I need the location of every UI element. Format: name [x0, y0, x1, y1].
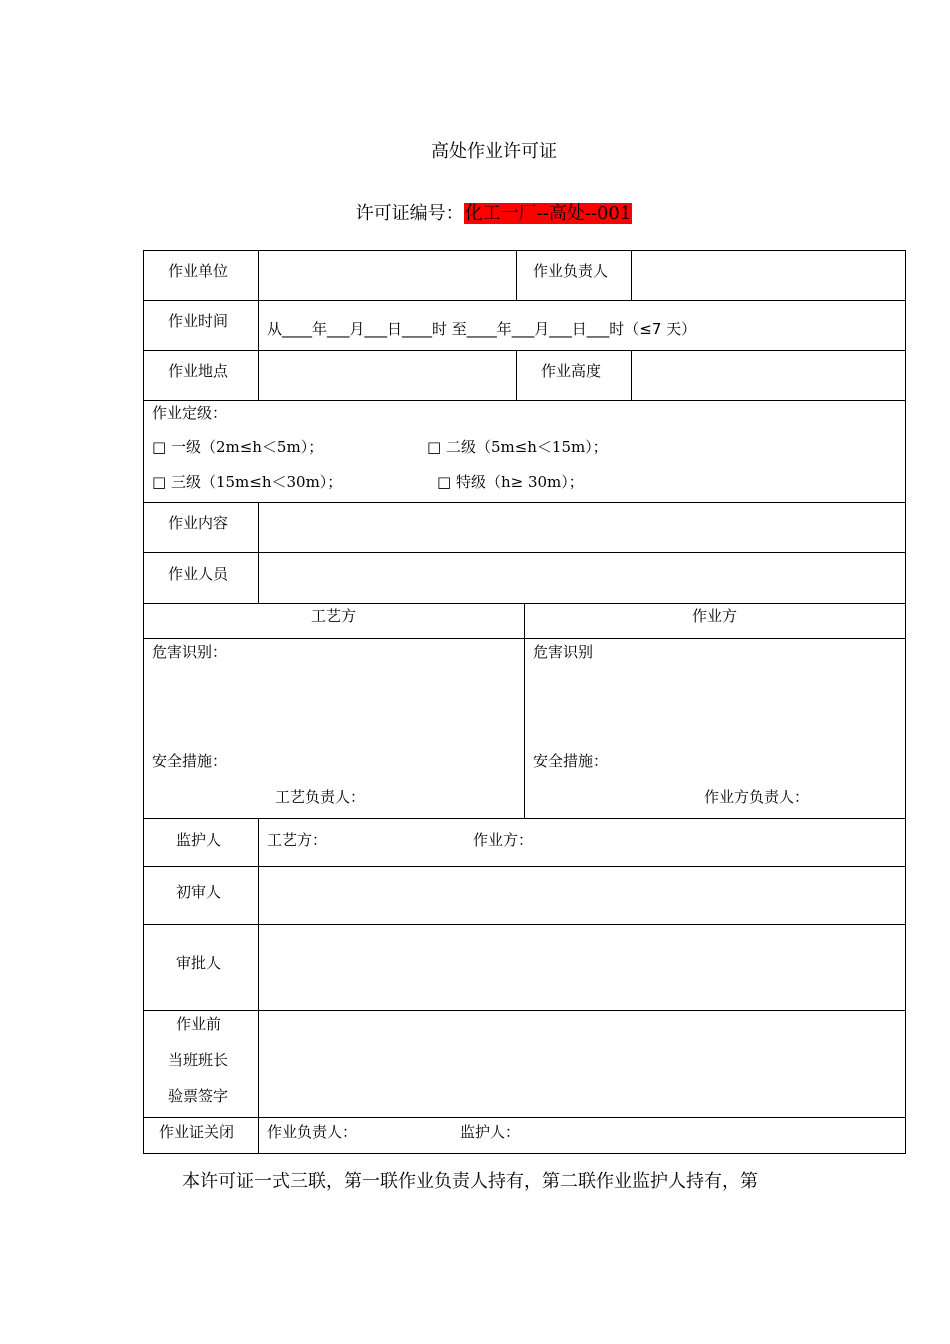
- grade-option-1: □ 一级（2m≤h＜5m）；: [152, 438, 324, 456]
- work-time-label: 作业时间: [168, 312, 229, 330]
- work-height-label: 作业高度: [541, 362, 602, 380]
- work-unit-label: 作业单位: [168, 262, 229, 280]
- hazard-identification-process: 危害识别：: [152, 643, 228, 661]
- work-leader-sign: 作业方负责人：: [704, 788, 810, 806]
- close-leader: 作业负责人：: [267, 1123, 358, 1141]
- guardian-label: 监护人: [176, 831, 222, 849]
- approver-label: 审批人: [176, 954, 222, 972]
- grade-label: 作业定级：: [152, 404, 228, 422]
- pre-sign-line-3: 验票签字: [168, 1087, 229, 1105]
- grade-option-3: □ 三级（15m≤h＜30m）；: [152, 473, 343, 491]
- work-content-label: 作业内容: [168, 514, 229, 532]
- safety-measures-work: 安全措施：: [533, 752, 609, 770]
- safety-measures-process: 安全措施：: [152, 752, 228, 770]
- pre-sign-line-1: 作业前: [176, 1015, 222, 1033]
- work-time-value: 从____年___月___日____时 至____年___月___日___时（≤7 天）: [267, 320, 697, 338]
- hazard-identification-work: 危害识别: [533, 643, 594, 661]
- guardian-process: 工艺方：: [267, 831, 328, 849]
- work-personnel-label: 作业人员: [168, 565, 229, 583]
- pre-sign-line-2: 当班班长: [168, 1051, 229, 1069]
- work-leader-label: 作业负责人: [533, 262, 609, 280]
- process-leader-sign: 工艺负责人：: [275, 788, 366, 806]
- work-side-header: 作业方: [691, 607, 737, 625]
- grade-option-2: □ 二级（5m≤h＜15m）；: [427, 438, 608, 456]
- close-label: 作业证关闭: [159, 1123, 235, 1141]
- permit-number-line: [0, 199, 950, 225]
- close-guardian: 监护人：: [460, 1123, 521, 1141]
- permit-number-value: 化工一厂--高处--001: [464, 203, 632, 224]
- grade-option-4: □ 特级（h≥ 30m）；: [437, 473, 584, 491]
- process-side-header: 工艺方: [310, 607, 356, 625]
- page-title: 高处作业许可证: [431, 141, 557, 162]
- permit-number-label: 许可证编号：: [355, 203, 464, 224]
- guardian-work: 作业方：: [473, 831, 534, 849]
- permit-form-table: [143, 250, 906, 1154]
- work-location-label: 作业地点: [168, 362, 229, 380]
- initial-reviewer-label: 初审人: [176, 883, 222, 901]
- footer-note: 本许可证一式三联，第一联作业负责人持有，第二联作业监护人持有，第: [182, 1171, 758, 1192]
